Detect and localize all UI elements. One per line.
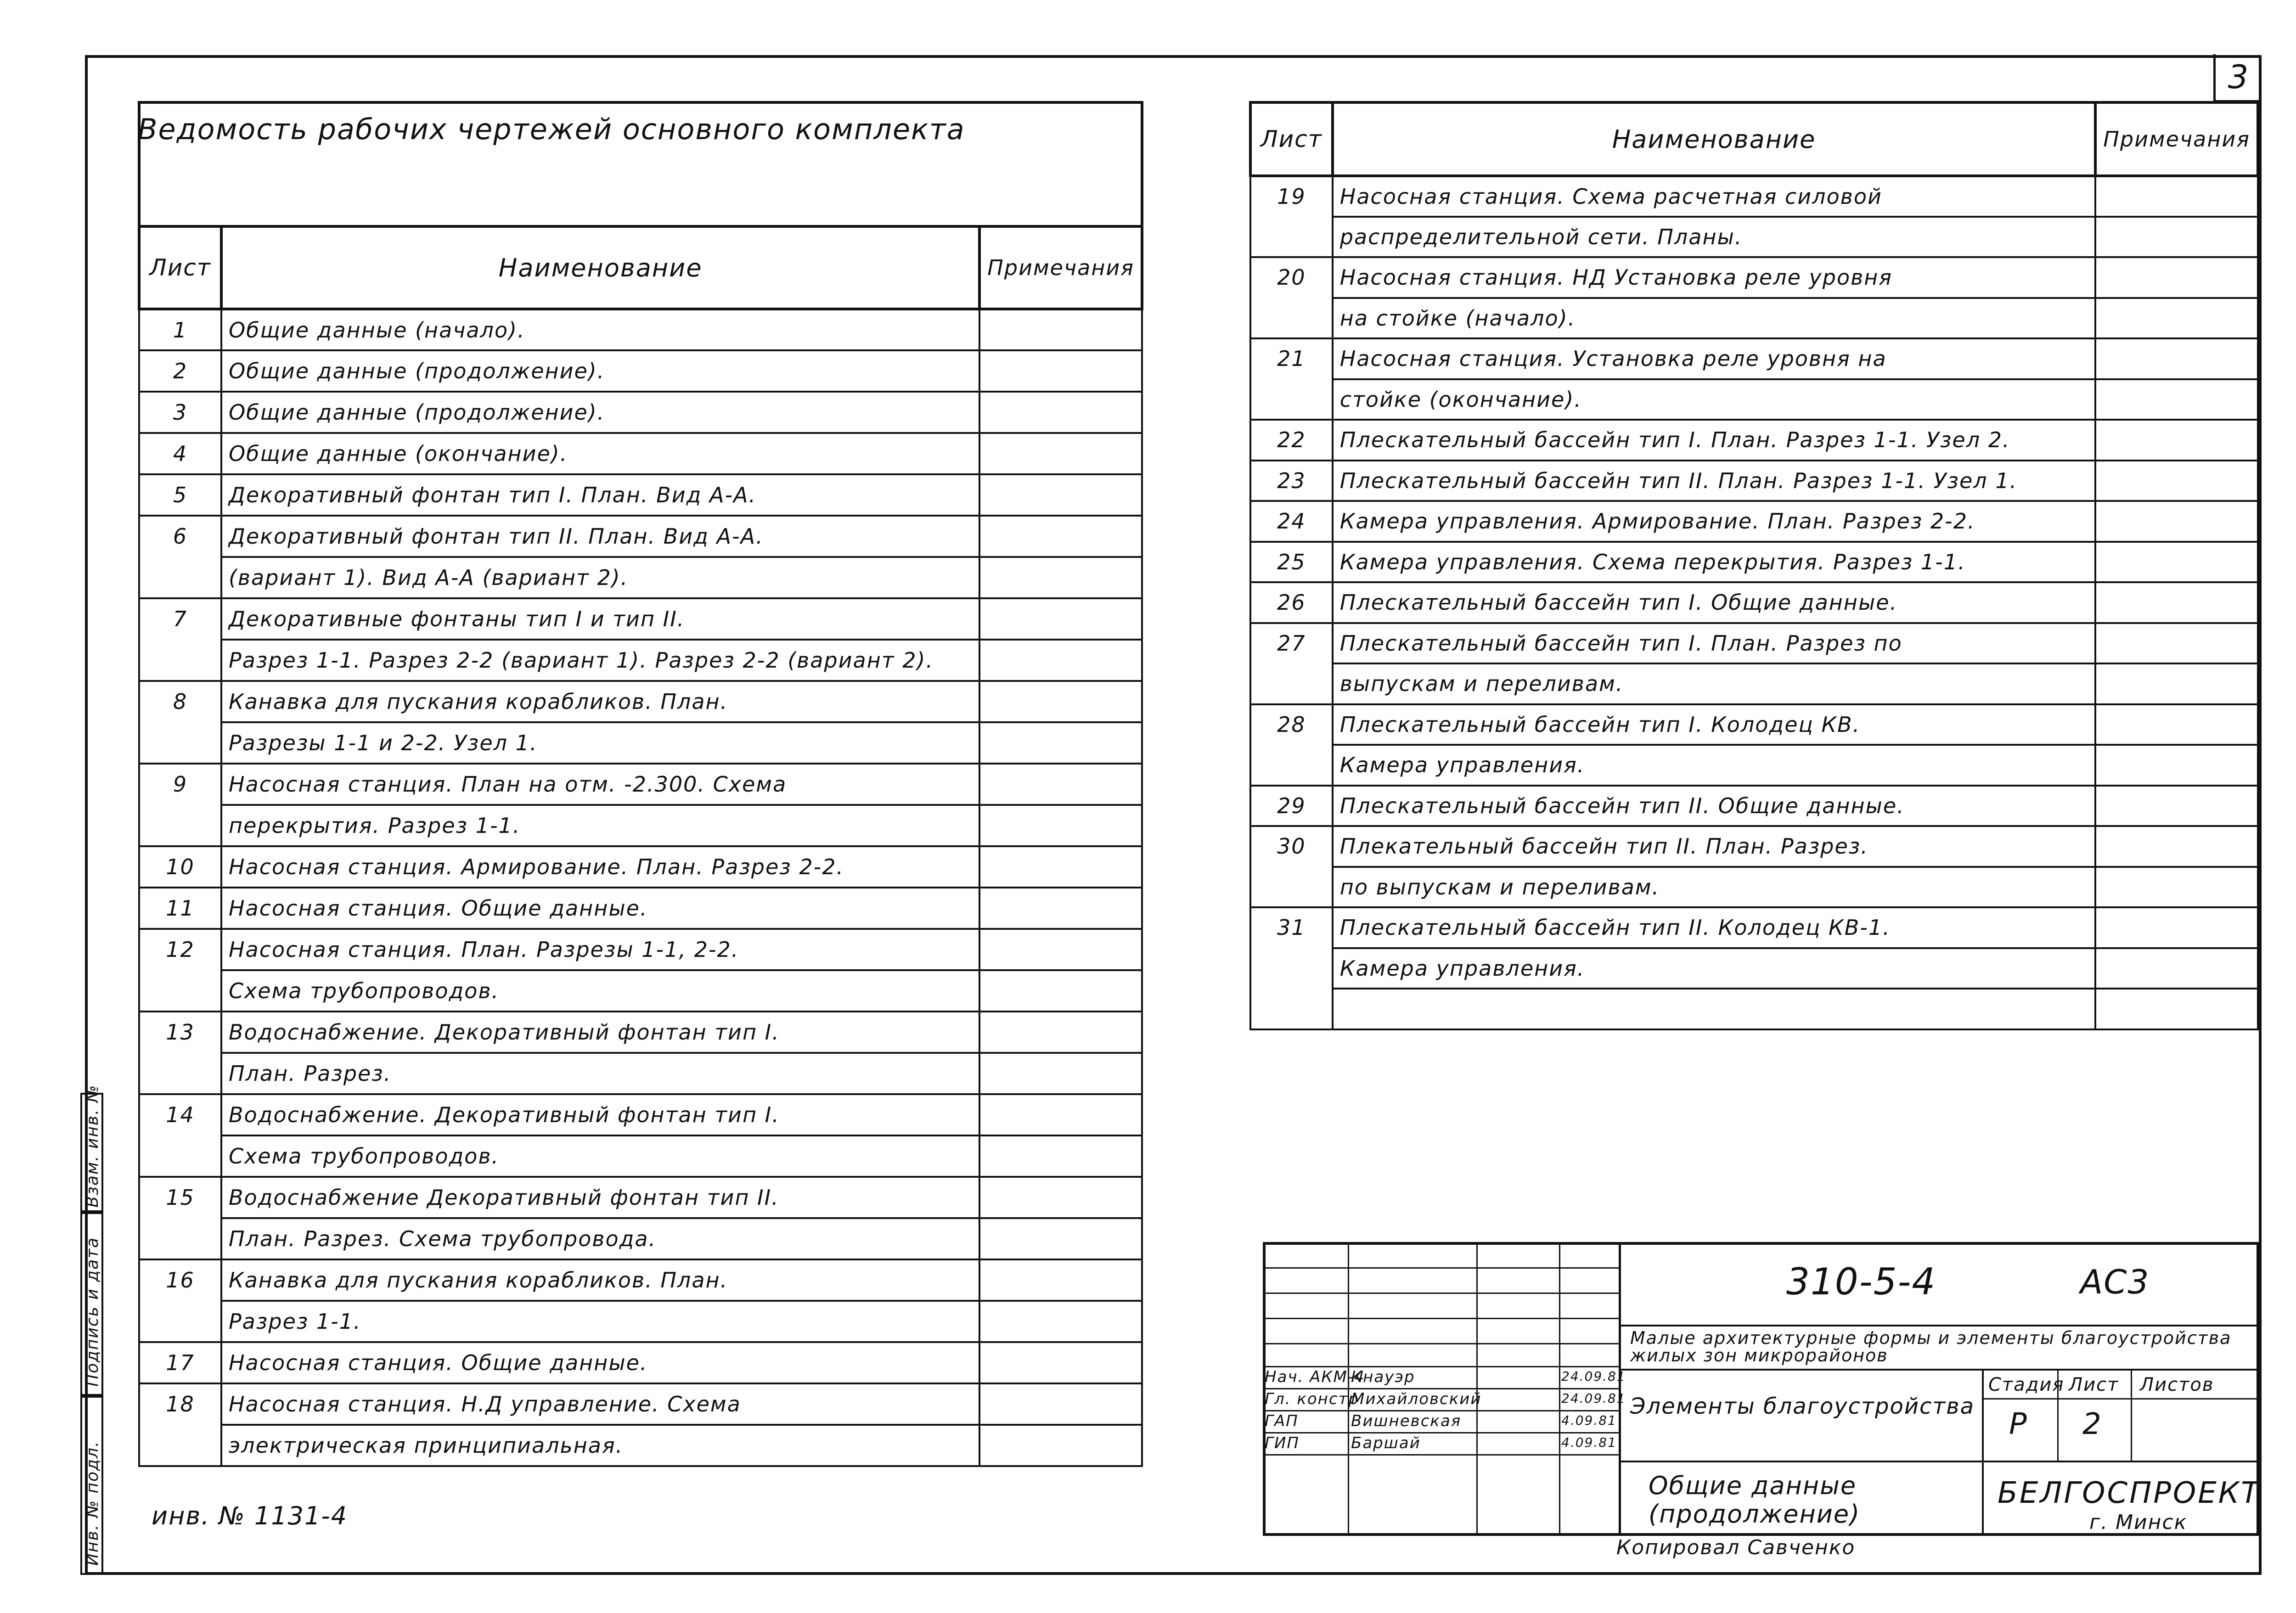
sheet-label: Лист — [2069, 1374, 2119, 1395]
row-notes — [2095, 379, 2258, 420]
row-notes — [979, 722, 1142, 764]
row-sheet-number — [1250, 867, 1333, 908]
row-title: Насосная станция. Схема расчетная силовой — [1333, 176, 2096, 217]
row-sheet-number — [1250, 663, 1333, 704]
table-row — [139, 929, 1142, 970]
side-strip — [80, 1084, 103, 1575]
row-sheet-number — [1250, 298, 1333, 339]
row-title: Плескательный бассейн тип II. Общие данные. — [1333, 786, 2096, 826]
row-notes — [979, 1012, 1142, 1053]
signature-name: Михайловский — [1351, 1390, 1482, 1408]
row-sheet-number: 29 — [1250, 786, 1333, 826]
row-notes — [2095, 338, 2258, 379]
side-replace-label: Взам. инв. № — [83, 1084, 102, 1208]
right-header-notes: Примечания — [2095, 102, 2258, 176]
row-title: Схема трубопроводов. — [221, 1135, 979, 1177]
stamp-city: г. Минск — [2089, 1511, 2188, 1534]
row-title: Насосная станция. План на отм. -2.300. Схема — [221, 764, 979, 805]
row-notes — [979, 1342, 1142, 1383]
row-title: Общие данные (окончание). — [221, 433, 979, 474]
row-title: Общие данные (продолжение). — [221, 392, 979, 433]
row-notes — [979, 1135, 1142, 1177]
row-notes — [2095, 786, 2258, 826]
row-title: Плескательный бассейн тип I. План. Разрез по — [1333, 623, 2096, 664]
stamp-org: БЕЛГОСПРОЕКТ — [1998, 1476, 2261, 1510]
inventory-number: инв. № 1131-4 — [152, 1501, 348, 1530]
stamp-object: Элементы благоустройства — [1630, 1394, 1975, 1419]
row-title: Разрезы 1-1 и 2-2. Узел 1. — [221, 722, 979, 764]
sheets-label: Листов — [2140, 1374, 2214, 1395]
row-sheet-number: 13 — [139, 1012, 221, 1053]
row-notes — [979, 474, 1142, 516]
row-sheet-number: 8 — [139, 681, 221, 722]
table-row — [1250, 989, 2258, 1029]
row-sheet-number — [139, 722, 221, 764]
table-row — [139, 516, 1142, 557]
row-notes — [979, 681, 1142, 722]
table-row — [1250, 663, 2258, 704]
row-notes — [2095, 663, 2258, 704]
table-row — [1250, 582, 2258, 623]
row-title: Плескательный бассейн тип II. План. Разрез 1-1. Узел 1. — [1333, 461, 2096, 501]
row-sheet-number — [139, 640, 221, 681]
row-sheet-number — [139, 557, 221, 598]
row-title: Общие данные (начало). — [221, 309, 979, 350]
signature-date: 24.09.81 — [1561, 1369, 1626, 1384]
row-notes — [979, 1383, 1142, 1425]
row-notes — [2095, 461, 2258, 501]
row-title: Водоснабжение. Декоративный фонтан тип I. — [221, 1094, 979, 1135]
row-notes — [979, 1177, 1142, 1218]
row-sheet-number: 28 — [1250, 704, 1333, 745]
row-sheet-number: 2 — [139, 350, 221, 392]
row-notes — [979, 350, 1142, 392]
row-title: на стойке (начало). — [1333, 298, 2096, 339]
stamp-sheet-title-cell — [1621, 1462, 1984, 1536]
row-title: Водоснабжение. Декоративный фонтан тип I. — [221, 1012, 979, 1053]
row-sheet-number: 24 — [1250, 501, 1333, 542]
row-sheet-number: 19 — [1250, 176, 1333, 217]
table-row — [139, 1177, 1142, 1218]
table-row — [1250, 501, 2258, 542]
row-title: Канавка для пускания корабликов. План. — [221, 1259, 979, 1301]
row-sheet-number: 16 — [139, 1259, 221, 1301]
row-notes — [2095, 867, 2258, 908]
row-title: Водоснабжение Декоративный фонтан тип II. — [221, 1177, 979, 1218]
row-title: Разрез 1-1. — [221, 1301, 979, 1342]
row-notes — [979, 764, 1142, 805]
row-notes — [979, 392, 1142, 433]
row-notes — [979, 846, 1142, 888]
table-row — [1250, 542, 2258, 583]
signature-row — [1263, 1432, 1621, 1456]
row-sheet-number: 7 — [139, 598, 221, 640]
row-sheet-number — [139, 805, 221, 846]
row-title: Плескательный бассейн тип I. Общие данные. — [1333, 582, 2096, 623]
row-notes — [979, 929, 1142, 970]
row-notes — [2095, 745, 2258, 786]
table-row — [139, 1053, 1142, 1094]
table-row — [1250, 217, 2258, 258]
signature-row — [1263, 1366, 1626, 1389]
row-notes — [2095, 176, 2258, 217]
row-title: Насосная станция. Установка реле уровня на — [1333, 338, 2096, 379]
right-header-sheet: Лист — [1250, 102, 1333, 176]
row-sheet-number — [1250, 989, 1333, 1029]
row-title: перекрытия. Разрез 1-1. — [221, 805, 979, 846]
signature-role: Нач. АКМ-4 — [1265, 1368, 1365, 1386]
title-block — [1263, 1242, 2259, 1536]
table-row — [1250, 786, 2258, 826]
row-notes — [979, 516, 1142, 557]
row-title: План. Разрез. Схема трубопровода. — [221, 1218, 979, 1259]
row-title: Разрез 1-1. Разрез 2-2 (вариант 1). Разрез 2-2 (вариант 2). — [221, 640, 979, 681]
stage-value: Р — [2009, 1407, 2028, 1441]
row-sheet-number: 9 — [139, 764, 221, 805]
row-notes — [979, 970, 1142, 1012]
table-row — [139, 1012, 1142, 1053]
table-row — [1250, 298, 2258, 339]
stamp-org-cell — [1984, 1462, 2259, 1536]
row-sheet-number — [1250, 745, 1333, 786]
table-row — [139, 309, 1142, 350]
table-row — [139, 1425, 1142, 1466]
table-row — [139, 433, 1142, 474]
table-row — [139, 888, 1142, 929]
table-row — [1250, 826, 2258, 867]
row-title: Насосная станция. НД Установка реле уровня — [1333, 257, 2096, 298]
row-title: Декоративный фонтан тип I. План. Вид А-А. — [221, 474, 979, 516]
table-row — [139, 1094, 1142, 1135]
table-row — [139, 598, 1142, 640]
row-sheet-number: 10 — [139, 846, 221, 888]
row-title: электрическая принципиальная. — [221, 1425, 979, 1466]
row-sheet-number — [139, 1218, 221, 1259]
row-sheet-number — [139, 1301, 221, 1342]
copied-by: Копировал Савченко — [1616, 1536, 1856, 1559]
row-title: Схема трубопроводов. — [221, 970, 979, 1012]
row-notes — [979, 557, 1142, 598]
row-sheet-number: 22 — [1250, 420, 1333, 461]
signature-name: Кнауэр — [1351, 1368, 1415, 1386]
row-sheet-number: 1 — [139, 309, 221, 350]
stamp-code: 310-5-4 — [1786, 1260, 1936, 1303]
row-sheet-number: 26 — [1250, 582, 1333, 623]
row-sheet-number: 15 — [139, 1177, 221, 1218]
table-row — [1250, 907, 2258, 948]
row-title: Плескательный бассейн тип I. План. Разрез 1-1. Узел 2. — [1333, 420, 2096, 461]
table-row — [139, 1301, 1142, 1342]
signature-role: ГАП — [1265, 1412, 1299, 1430]
left-sheet-table — [138, 225, 1143, 1467]
row-sheet-number: 12 — [139, 929, 221, 970]
table-row — [1250, 379, 2258, 420]
row-notes — [2095, 257, 2258, 298]
row-notes — [979, 805, 1142, 846]
row-title: Канавка для пускания корабликов. План. — [221, 681, 979, 722]
row-sheet-number — [1250, 217, 1333, 258]
side-sign-label: Подпись и дата — [83, 1236, 102, 1387]
row-title: Камера управления. — [1333, 948, 2096, 989]
signature-date: 4.09.81 — [1561, 1435, 1617, 1450]
row-notes — [2095, 582, 2258, 623]
left-header-sheet: Лист — [139, 226, 221, 309]
row-notes — [2095, 623, 2258, 664]
row-notes — [2095, 704, 2258, 745]
row-notes — [2095, 501, 2258, 542]
row-notes — [979, 1301, 1142, 1342]
table-row — [139, 1259, 1142, 1301]
row-sheet-number: 30 — [1250, 826, 1333, 867]
row-notes — [979, 1259, 1142, 1301]
signature-row — [1263, 1410, 1621, 1433]
row-title: выпускам и переливам. — [1333, 663, 2096, 704]
row-title: Насосная станция. План. Разрезы 1-1, 2-2. — [221, 929, 979, 970]
row-notes — [2095, 907, 2258, 948]
row-notes — [979, 1053, 1142, 1094]
row-notes — [979, 433, 1142, 474]
row-title: Плекательный бассейн тип II. План. Разрез. — [1333, 826, 2096, 867]
row-title: по выпускам и переливам. — [1333, 867, 2096, 908]
row-sheet-number: 4 — [139, 433, 221, 474]
row-notes — [2095, 217, 2258, 258]
left-table-title: Ведомость рабочих чертежей основного комплекта — [138, 112, 965, 146]
stage-label: Стадия — [1988, 1374, 2065, 1395]
table-row — [1250, 461, 2258, 501]
row-sheet-number — [139, 970, 221, 1012]
signature-grid — [1263, 1242, 1626, 1536]
left-title-box — [138, 101, 1143, 225]
row-notes — [979, 640, 1142, 681]
stamp-mark: АС3 — [2080, 1263, 2150, 1301]
table-row — [139, 557, 1142, 598]
row-title: Насосная станция. Общие данные. — [221, 1342, 979, 1383]
table-row — [1250, 176, 2258, 217]
row-title: Плескательный бассейн тип I. Колодец КВ. — [1333, 704, 2096, 745]
row-sheet-number: 25 — [1250, 542, 1333, 583]
row-sheet-number: 6 — [139, 516, 221, 557]
left-header-notes: Примечания — [979, 226, 1142, 309]
signature-name: Вишневская — [1351, 1412, 1462, 1430]
row-sheet-number — [139, 1425, 221, 1466]
row-sheet-number: 20 — [1250, 257, 1333, 298]
row-sheet-number: 31 — [1250, 907, 1333, 948]
table-row — [1250, 704, 2258, 745]
stamp-project: Малые архитектурные формы и элементы благоустройства жилых зон микрорайонов — [1621, 1325, 2259, 1371]
row-notes — [979, 1425, 1142, 1466]
right-header-name: Наименование — [1333, 102, 2096, 176]
row-notes — [2095, 826, 2258, 867]
row-title: Насосная станция. Армирование. План. Разрез 2-2. — [221, 846, 979, 888]
row-title: Камера управления. — [1333, 745, 2096, 786]
row-sheet-number: 27 — [1250, 623, 1333, 664]
row-sheet-number: 18 — [139, 1383, 221, 1425]
row-title: Камера управления. Армирование. План. Разрез 2-2. — [1333, 501, 2096, 542]
row-title: стойке (окончание). — [1333, 379, 2096, 420]
stamp-stage-cell — [1984, 1371, 2259, 1462]
row-notes — [2095, 420, 2258, 461]
left-header-name: Наименование — [221, 226, 979, 309]
table-row — [139, 970, 1142, 1012]
table-row — [139, 1218, 1142, 1259]
revision-rows — [1263, 1242, 1621, 1371]
table-row — [1250, 948, 2258, 989]
page-number: 3 — [2213, 54, 2262, 102]
row-sheet-number: 5 — [139, 474, 221, 516]
table-row — [1250, 257, 2258, 298]
table-row — [139, 722, 1142, 764]
row-notes — [2095, 989, 2258, 1029]
table-row — [139, 681, 1142, 722]
row-title: Камера управления. Схема перекрытия. Разрез 1-1. — [1333, 542, 2096, 583]
row-title: Насосная станция. Общие данные. — [221, 888, 979, 929]
row-sheet-number — [1250, 948, 1333, 989]
row-title: План. Разрез. — [221, 1053, 979, 1094]
sheet-value: 2 — [2082, 1407, 2102, 1441]
table-row — [139, 350, 1142, 392]
row-notes — [2095, 298, 2258, 339]
row-notes — [979, 1094, 1142, 1135]
row-notes — [2095, 542, 2258, 583]
table-row — [139, 764, 1142, 805]
row-notes — [979, 309, 1142, 350]
row-sheet-number: 23 — [1250, 461, 1333, 501]
table-row — [139, 640, 1142, 681]
row-sheet-number: 17 — [139, 1342, 221, 1383]
row-sheet-number — [139, 1053, 221, 1094]
row-sheet-number: 21 — [1250, 338, 1333, 379]
table-row — [1250, 338, 2258, 379]
stamp-code-cell — [1621, 1242, 2259, 1326]
table-row — [1250, 745, 2258, 786]
row-title: Декоративные фонтаны тип I и тип II. — [221, 598, 979, 640]
stamp-object-cell — [1621, 1371, 1984, 1462]
table-row — [139, 1135, 1142, 1177]
row-sheet-number: 14 — [139, 1094, 221, 1135]
row-title: Плескательный бассейн тип II. Колодец КВ-1. — [1333, 907, 2096, 948]
table-row — [1250, 867, 2258, 908]
side-inv-label: Инв. № подл. — [83, 1440, 102, 1566]
row-title: Общие данные (продолжение). — [221, 350, 979, 392]
table-row — [1250, 623, 2258, 664]
row-sheet-number — [139, 1135, 221, 1177]
row-title: Насосная станция. Н.Д управление. Схема — [221, 1383, 979, 1425]
row-title: распределительной сети. Планы. — [1333, 217, 2096, 258]
row-sheet-number — [1250, 379, 1333, 420]
table-row — [139, 392, 1142, 433]
signature-date: 24.09.81 — [1561, 1391, 1626, 1406]
row-notes — [2095, 948, 2258, 989]
signature-name: Баршай — [1351, 1434, 1421, 1452]
row-notes — [979, 888, 1142, 929]
signature-role: Гл. констр. — [1265, 1390, 1365, 1408]
row-notes — [979, 1218, 1142, 1259]
stamp-sheet-title: Общие данные (продолжение) — [1649, 1471, 1861, 1529]
right-sheet-table — [1249, 101, 2259, 1030]
row-title — [1333, 989, 2096, 1029]
table-row — [139, 1342, 1142, 1383]
row-title: (вариант 1). Вид А-А (вариант 2). — [221, 557, 979, 598]
table-row — [139, 474, 1142, 516]
table-row — [139, 1383, 1142, 1425]
table-row — [139, 846, 1142, 888]
row-title: Декоративный фонтан тип II. План. Вид А-А. — [221, 516, 979, 557]
row-sheet-number: 11 — [139, 888, 221, 929]
signature-row — [1263, 1388, 1626, 1411]
table-row — [139, 805, 1142, 846]
signature-role: ГИП — [1265, 1434, 1300, 1452]
row-notes — [979, 598, 1142, 640]
table-row — [1250, 420, 2258, 461]
row-sheet-number: 3 — [139, 392, 221, 433]
signature-date: 4.09.81 — [1561, 1413, 1617, 1428]
